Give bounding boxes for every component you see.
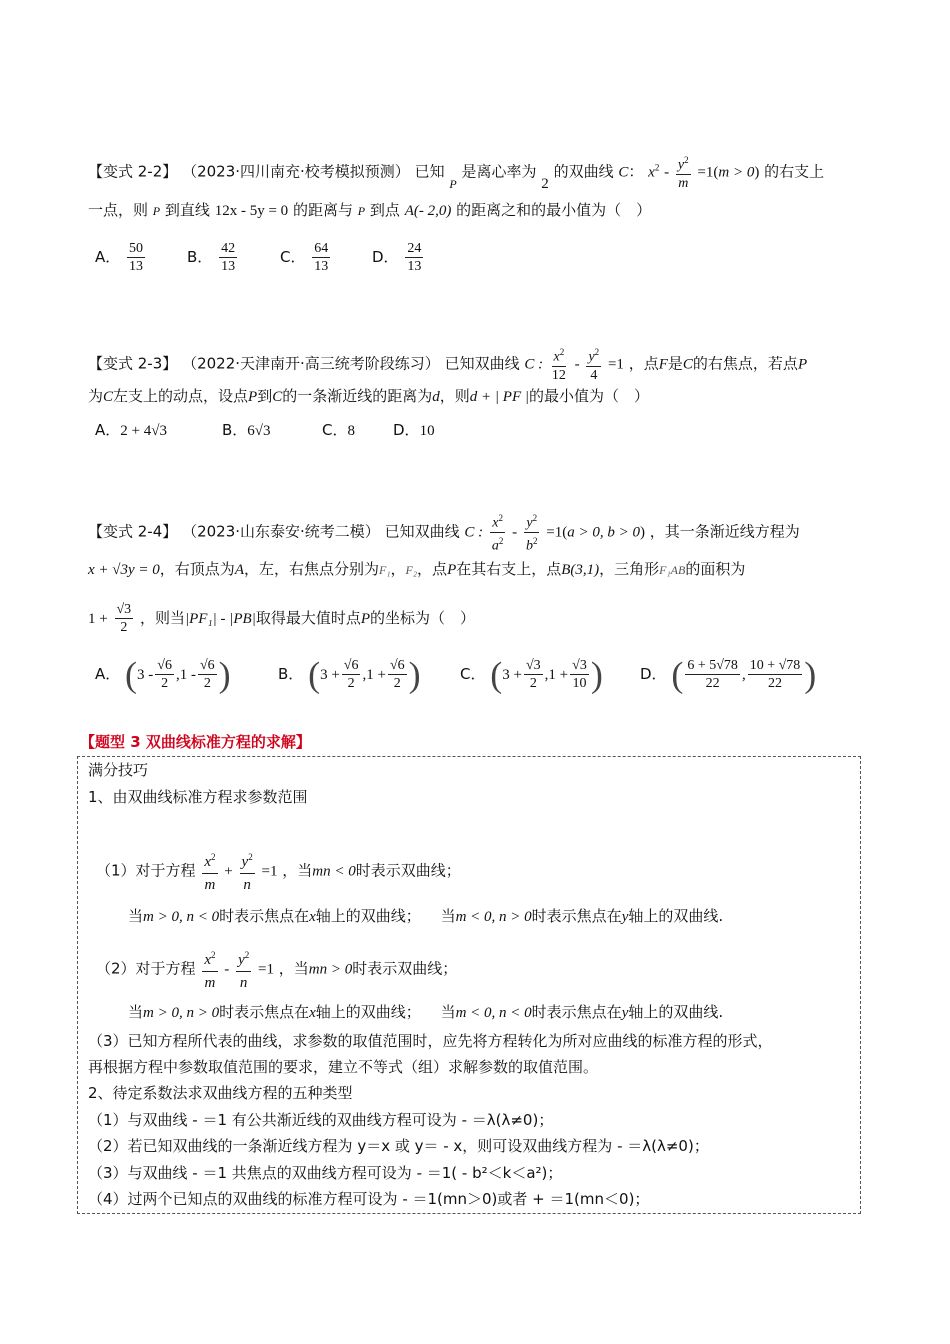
option-label: B．	[222, 421, 248, 439]
q24-line2	[88, 559, 745, 580]
colon: ：	[628, 162, 644, 181]
num: √3	[525, 658, 541, 673]
part: 3 +	[502, 667, 522, 683]
text: 是离心率为	[461, 162, 537, 181]
q23-source: （2022·天津南开·高三统考阶段练习）	[182, 354, 440, 373]
frac	[388, 657, 407, 692]
part: ,1 +	[362, 667, 386, 683]
var-d: d	[432, 389, 440, 405]
option-value	[405, 240, 423, 275]
option-value: 6√3	[247, 423, 271, 439]
den: 13	[221, 259, 236, 274]
den: 12	[551, 367, 566, 383]
q24-option-d[interactable]	[640, 652, 816, 697]
text: 一点，则	[88, 201, 149, 219]
num: y	[238, 952, 245, 968]
q23-option-c[interactable]	[322, 420, 355, 441]
condition: mn < 0	[312, 863, 356, 880]
condition: m > 0, n < 0	[143, 909, 220, 925]
minus: -	[664, 164, 670, 181]
q22-option-a[interactable]	[95, 240, 147, 275]
condition: m < 0, n > 0	[455, 909, 532, 925]
axis: y	[621, 1005, 629, 1021]
text: 已知双曲线	[444, 354, 520, 373]
option-label: A．	[95, 665, 121, 683]
x2-over-12: $\frac{x^2}{12}$	[550, 344, 568, 384]
close-paren: )	[218, 654, 231, 695]
den: 13	[314, 259, 329, 274]
text: ，则	[439, 387, 470, 405]
q24-option-a[interactable]	[95, 652, 231, 697]
text: 的一条渐近线的距离为	[282, 387, 433, 405]
x-var: x	[648, 164, 655, 181]
text: 的最小值为（ ）	[528, 387, 649, 405]
num: x	[204, 854, 211, 870]
den: n	[243, 877, 251, 893]
point2-3: （3）与双曲线 - ＝1 共焦点的双曲线方程可设为 - ＝1( - b²＜k＜a²)；	[88, 1164, 563, 1182]
var-p: P	[449, 177, 457, 192]
expression: |PF₁| - |PB|	[184, 611, 256, 627]
part: ,1 -	[175, 667, 196, 683]
y2-over-4: $\frac{y^2}{4}$	[586, 344, 601, 384]
option-value: 8	[347, 423, 355, 439]
den: 2	[161, 676, 169, 691]
condition: m > 0, n > 0	[143, 1005, 220, 1021]
open-paren: (	[308, 654, 321, 695]
text: ，当	[278, 959, 309, 978]
q22-tag: 【变式 2-2】	[88, 162, 178, 181]
q22-option-c[interactable]	[280, 240, 332, 275]
frac	[685, 657, 740, 692]
text: 左支上的动点，设点	[113, 387, 249, 405]
option-label: B．	[278, 665, 304, 683]
text: ，则当	[139, 609, 185, 627]
text: 当	[440, 1003, 456, 1021]
curve-name: C	[618, 164, 629, 181]
line-equation: 12x - 5y = 0	[214, 203, 289, 219]
text: 的坐标为（ ）	[370, 609, 476, 627]
y2-over-b2: $\frac{y^2}{b^2}$	[524, 510, 540, 554]
text: （2）对于方程	[96, 959, 196, 978]
point2-1: （1）与双曲线 - ＝1 有公共渐近线的双曲线方程可设为 - ＝λ(λ≠0)；	[88, 1111, 554, 1129]
frac	[570, 657, 589, 692]
text: 的距离与	[292, 201, 353, 219]
text: ，点	[417, 560, 448, 578]
text: 时表示焦点在	[531, 1003, 622, 1021]
num: 50	[129, 241, 144, 256]
num: √3	[572, 658, 587, 673]
open-paren: (	[125, 654, 138, 695]
text: ，右顶点为	[159, 560, 235, 578]
triangle: F₁AB	[659, 563, 686, 577]
open-paren: (	[671, 654, 684, 695]
frac	[524, 657, 543, 692]
text: 已知双曲线	[384, 522, 460, 541]
q23-line1	[88, 344, 807, 384]
text: 时表示焦点在	[531, 907, 622, 925]
text: 已知	[414, 162, 445, 181]
option-label: A．	[95, 421, 121, 439]
text: 为	[88, 387, 104, 405]
den: 2	[393, 676, 401, 691]
option-label: A．	[95, 248, 121, 266]
option-label: D．	[640, 665, 667, 683]
option-value	[127, 240, 145, 275]
den: 13	[129, 259, 144, 274]
option-value: 10	[419, 423, 435, 439]
area-prefix: 1 +	[88, 611, 108, 627]
num: √3	[116, 602, 132, 617]
num: √6	[343, 658, 359, 673]
condition: a > 0, b > 0	[567, 524, 640, 541]
part: 3 +	[320, 667, 340, 683]
x2-over-m: $\frac{x^2}{m}$	[202, 944, 217, 994]
den: m	[678, 175, 689, 191]
var-f: F	[658, 356, 668, 373]
den: n	[239, 975, 248, 991]
q24-line1	[88, 510, 800, 554]
option-label: D．	[372, 248, 399, 266]
point1-1-detail	[128, 906, 723, 927]
option-value	[219, 240, 237, 275]
den: 10	[572, 676, 587, 691]
text: 到点	[369, 201, 400, 219]
open-paren: (	[490, 654, 503, 695]
point1-1	[96, 846, 461, 894]
expression: d + | PF |	[469, 389, 529, 405]
den: 2	[529, 676, 537, 691]
x2-over-a2: $\frac{x^2}{a^2}$	[490, 510, 506, 554]
point1-2	[96, 944, 457, 992]
text: 轴上的双曲线.	[628, 1003, 724, 1021]
option-label: C．	[322, 421, 348, 439]
var-p: P	[357, 204, 366, 218]
axis: y	[621, 909, 629, 925]
num: x	[204, 952, 211, 968]
axis: x	[309, 909, 316, 925]
skill-heading: 满分技巧	[88, 761, 149, 779]
option-label: C．	[460, 665, 486, 683]
var-f1: F₁	[379, 563, 391, 577]
point-b: B(3,1)	[561, 562, 600, 578]
var-a: A	[234, 562, 244, 578]
option-value: 2 + 4√3	[120, 423, 167, 439]
q23-tag: 【变式 2-3】	[88, 354, 178, 373]
den: 22	[705, 676, 720, 691]
text: 的右焦点，若点	[692, 354, 798, 373]
option-label: C．	[280, 248, 306, 266]
den: 2	[347, 676, 355, 691]
text: 的右支上	[764, 162, 825, 181]
equals: =1	[261, 863, 278, 880]
num: 10 + √78	[749, 658, 801, 673]
x2-over-m: $\frac{x^2}{m}$	[202, 846, 217, 896]
part: 3 -	[137, 667, 154, 683]
asymptote: x + √3y = 0	[88, 562, 160, 578]
text: ，三角形	[599, 560, 660, 578]
text: 时表示双曲线；	[352, 959, 458, 978]
text: （1）对于方程	[96, 861, 196, 880]
minus: -	[512, 524, 518, 541]
option-label: B．	[187, 248, 213, 266]
minus: -	[574, 356, 580, 373]
y2-over-n: $\frac{y^2}{n}$	[240, 846, 255, 896]
text: 轴上的双曲线；	[315, 1003, 421, 1021]
num: y	[526, 515, 533, 531]
plus: +	[224, 863, 233, 880]
equals: =1(	[697, 164, 719, 181]
den: 4	[590, 367, 598, 383]
num: 6 + 5√78	[687, 658, 738, 673]
var-p: P	[248, 389, 258, 405]
close-paren: )	[639, 524, 645, 541]
axis: x	[309, 1005, 316, 1021]
frac	[342, 657, 361, 692]
var-c: C	[682, 356, 693, 373]
condition: m > 0	[718, 164, 755, 181]
text: 轴上的双曲线.	[628, 907, 724, 925]
q23-option-d[interactable]	[393, 420, 435, 441]
q24-option-c[interactable]	[460, 652, 603, 697]
frac	[198, 657, 217, 692]
q24-option-b[interactable]	[278, 652, 421, 697]
text: 到	[257, 387, 273, 405]
text: ，点	[628, 354, 659, 373]
den: b	[525, 538, 533, 554]
q22-line1: 【变式 2-2】 （2023·四川南充·校考模拟预测） 已知 $_P$ 是离心率为 2 的双曲线 C： $x^2$ - $\frac{y^2}{m}$ =1(m > 0) 的右支上	[88, 152, 824, 192]
text: ，左，右焦点分别为	[243, 560, 379, 578]
text: 当	[128, 907, 144, 925]
num: y	[588, 349, 595, 365]
num: √6	[389, 658, 405, 673]
option-value	[312, 240, 330, 275]
text: 到直线	[164, 201, 210, 219]
var-c: C	[103, 389, 114, 405]
den: 2	[203, 676, 211, 691]
equals: =1(	[546, 524, 568, 541]
var-f2: F₂	[405, 563, 418, 577]
den: m	[204, 975, 216, 991]
num: x	[492, 515, 499, 531]
q23-line2	[88, 386, 649, 407]
q23-option-a[interactable]	[95, 420, 167, 441]
text: 在其右支上，点	[456, 560, 562, 578]
close-paren: )	[590, 654, 603, 695]
minus: -	[224, 961, 230, 978]
var-c: C	[272, 389, 283, 405]
den: 22	[767, 676, 782, 691]
curve-name: C :	[524, 356, 544, 373]
close-paren: )	[754, 164, 760, 181]
num: 24	[407, 241, 422, 256]
section-title: 【题型 3 双曲线标准方程的求解】	[80, 733, 311, 751]
text: 轴上的双曲线；	[315, 907, 421, 925]
den: 2	[120, 620, 128, 635]
text: 的距离之和的最小值为（ ）	[456, 201, 652, 219]
text: 当	[440, 907, 456, 925]
q24-line3	[88, 598, 475, 638]
text: ，当	[282, 861, 313, 880]
den: 13	[407, 259, 422, 274]
q23-option-b[interactable]	[222, 420, 271, 441]
num: y	[241, 854, 249, 870]
num: 64	[314, 241, 329, 256]
q22-source: （2023·四川南充·校考模拟预测）	[182, 162, 410, 181]
y2-over-m: $\frac{y^2}{m}$	[676, 152, 691, 192]
num: √6	[157, 658, 172, 673]
equals: =1	[258, 961, 274, 978]
text: 的面积为	[685, 560, 746, 578]
text: 时表示焦点在	[219, 907, 310, 925]
text: 当	[128, 1003, 144, 1021]
text: 时表示双曲线；	[355, 861, 461, 880]
q22-option-b[interactable]	[187, 240, 239, 275]
point2-heading: 2、待定系数法求双曲线方程的五种类型	[88, 1084, 353, 1102]
eccentricity: 2	[541, 176, 549, 193]
num: 42	[221, 241, 236, 256]
text: 的双曲线	[553, 162, 614, 181]
var-p: P	[360, 611, 371, 627]
area-fraction	[115, 601, 134, 636]
den: m	[204, 877, 216, 893]
curve-name: C :	[464, 524, 484, 541]
q22-option-d[interactable]	[372, 240, 425, 275]
num: x	[553, 349, 560, 365]
text: 取得最大值时点	[255, 609, 361, 627]
var-p: P	[447, 562, 457, 578]
text: 时表示焦点在	[219, 1003, 310, 1021]
point1-3a: （3）已知方程所代表的曲线，求参数的取值范围时，应先将方程转化为所对应曲线的标准方程的形式，	[88, 1032, 773, 1050]
text: ，其一条渐近线方程为	[649, 522, 800, 541]
q24-source: （2023·山东泰安·统考二模）	[182, 522, 380, 541]
den: a	[491, 538, 499, 554]
num: y	[677, 157, 685, 173]
num: √6	[199, 658, 215, 673]
condition: mn > 0	[308, 961, 353, 978]
equals: =1	[607, 356, 624, 373]
close-paren: )	[408, 654, 421, 695]
condition: m < 0, n < 0	[455, 1005, 532, 1021]
frac	[155, 657, 174, 692]
y2-over-n: $\frac{y^2}{n}$	[236, 944, 251, 994]
frac	[748, 657, 803, 692]
q22-line2	[88, 200, 651, 221]
point1-3b: 再根据方程中参数取值范围的要求，建立不等式（组）求解参数的取值范围。	[88, 1058, 599, 1076]
point1-2-detail	[128, 1002, 723, 1023]
point2-4: （4）过两个已知点的双曲线的标准方程可设为 - ＝1(mn＞0)或者 + ＝1(mn＜0)；	[88, 1190, 650, 1208]
var-p: P	[152, 204, 161, 218]
point2-2: （2）若已知双曲线的一条渐近线方程为 y＝x 或 y＝ - x，则可设双曲线方程为 - ＝λ(λ≠0)；	[88, 1137, 709, 1155]
option-label: D．	[393, 421, 420, 439]
close-paren: )	[804, 654, 817, 695]
point1-heading: 1、由双曲线标准方程求参数范围	[88, 788, 308, 806]
separator: ，	[390, 560, 406, 578]
part: ,	[741, 667, 746, 683]
var-p: P	[797, 356, 808, 373]
point-a: A(- 2,0)	[404, 203, 452, 219]
text: 是	[667, 354, 683, 373]
part: ,1 +	[544, 667, 569, 683]
q24-tag: 【变式 2-4】	[88, 522, 178, 541]
